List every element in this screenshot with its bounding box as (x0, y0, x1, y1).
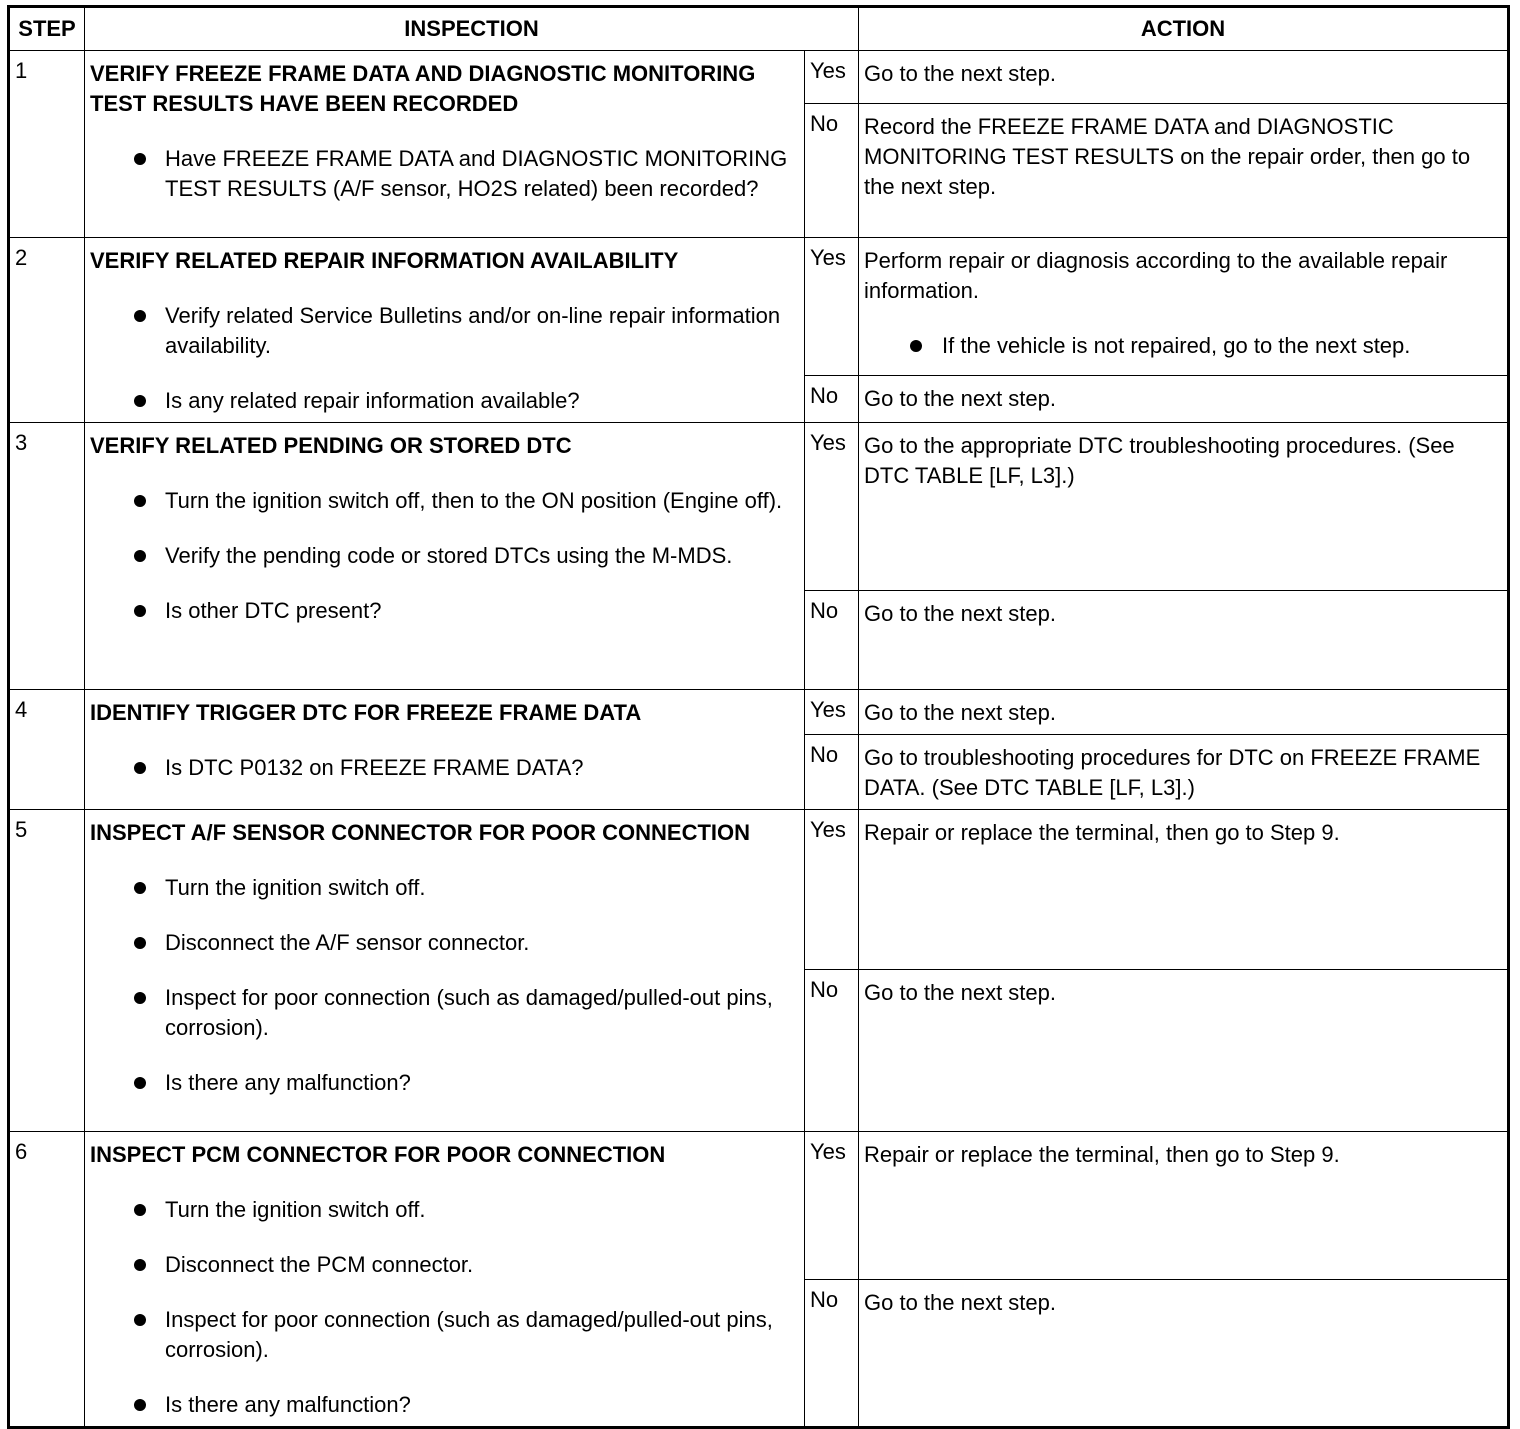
step-3-yes-row (9, 423, 1509, 591)
step-number: 3 (9, 423, 85, 690)
inspection-cell (85, 810, 805, 1132)
inspection-bullets (90, 753, 798, 783)
yes-action-text: Go to the next step. (864, 61, 1057, 86)
header-step: STEP (9, 7, 85, 51)
yes-action-text: Perform repair or diagnosis according to the available repair information. (864, 248, 1448, 303)
yes-label: Yes (805, 51, 859, 104)
inspection-cell (85, 1132, 805, 1428)
inspection-cell (85, 690, 805, 810)
yes-label: Yes (805, 1132, 859, 1280)
no-label: No (805, 970, 859, 1132)
no-action (859, 1280, 1509, 1428)
header-row (9, 7, 1509, 51)
bullet-item: Is there any malfunction? (90, 1068, 798, 1098)
step-title: VERIFY FREEZE FRAME DATA AND DIAGNOSTIC MONITORING TEST RESULTS HAVE BEEN RECORDED (90, 61, 756, 116)
no-action-text: Go to troubleshooting procedures for DTC on FREEZE FRAME DATA. (See DTC TABLE [LF, L3].) (864, 745, 1481, 800)
bullet-item: Is any related repair information available? (90, 386, 798, 416)
yes-label: Yes (805, 690, 859, 735)
no-action (859, 591, 1509, 690)
no-action-text: Record the FREEZE FRAME DATA and DIAGNOSTIC MONITORING TEST RESULTS on the repair order, then go to the next step. (864, 114, 1471, 199)
yes-action-bullets (864, 331, 1501, 361)
bullet-item: Turn the ignition switch off. (90, 1195, 798, 1225)
yes-action (859, 1132, 1509, 1280)
yes-action-text: Repair or replace the terminal, then go to Step 9. (864, 820, 1340, 845)
yes-action (859, 423, 1509, 591)
bullet-item: Turn the ignition switch off, then to the ON position (Engine off). (90, 486, 798, 516)
no-action-text: Go to the next step. (864, 386, 1057, 412)
yes-label: Yes (805, 810, 859, 970)
no-label: No (805, 591, 859, 690)
no-label: No (805, 104, 859, 238)
bullet-item: Disconnect the A/F sensor connector. (90, 928, 798, 958)
inspection-bullets (90, 873, 798, 1098)
yes-action-text: Repair or replace the terminal, then go to Step 9. (864, 1142, 1340, 1167)
inspection-bullets (90, 486, 798, 626)
bullet-item: Turn the ignition switch off. (90, 873, 798, 903)
no-label: No (805, 1280, 859, 1428)
yes-action (859, 810, 1509, 970)
bullet-item: Inspect for poor connection (such as damaged/pulled-out pins, corrosion). (90, 1305, 798, 1365)
yes-action (859, 690, 1509, 735)
header-inspection: INSPECTION (85, 7, 859, 51)
no-action (859, 735, 1509, 810)
bullet-item: Inspect for poor connection (such as damaged/pulled-out pins, corrosion). (90, 983, 798, 1043)
inspection-cell (85, 423, 805, 690)
step-title: INSPECT PCM CONNECTOR FOR POOR CONNECTION (90, 1142, 666, 1167)
inspection-bullets (90, 144, 798, 204)
step-4-yes-row (9, 690, 1509, 735)
diagnostic-table (7, 5, 1510, 1429)
no-action-text: Go to the next step. (864, 1290, 1057, 1315)
step-number: 2 (9, 238, 85, 423)
yes-action (859, 51, 1509, 104)
no-label: No (805, 376, 859, 423)
inspection-cell (85, 51, 805, 238)
step-title: IDENTIFY TRIGGER DTC FOR FREEZE FRAME DATA (90, 700, 642, 725)
no-action (859, 104, 1509, 238)
yes-action-text: Go to the appropriate DTC troubleshooting procedures. (See DTC TABLE [LF, L3].) (864, 433, 1455, 488)
inspection-bullets (90, 301, 798, 416)
inspection-bullets (90, 1195, 798, 1420)
step-title: VERIFY RELATED REPAIR INFORMATION AVAILABILITY (90, 248, 679, 273)
diagnostic-procedure-page (7, 5, 1507, 1429)
bullet-item: If the vehicle is not repaired, go to the next step. (864, 331, 1501, 361)
step-5-yes-row (9, 810, 1509, 970)
bullet-item: Verify the pending code or stored DTCs using the M-MDS. (90, 541, 798, 571)
yes-label: Yes (805, 423, 859, 591)
bullet-item: Is other DTC present? (90, 596, 798, 626)
step-2-yes-row (9, 238, 1509, 376)
bullet-item: Disconnect the PCM connector. (90, 1250, 798, 1280)
bullet-item: Have FREEZE FRAME DATA and DIAGNOSTIC MONITORING TEST RESULTS (A/F sensor, HO2S related) been recorded? (90, 144, 798, 204)
header-action: ACTION (859, 7, 1509, 51)
no-action-text: Go to the next step. (864, 601, 1057, 626)
yes-label: Yes (805, 238, 859, 376)
bullet-item: Is DTC P0132 on FREEZE FRAME DATA? (90, 753, 798, 783)
no-action (859, 376, 1509, 423)
no-action (859, 970, 1509, 1132)
no-label: No (805, 735, 859, 810)
step-number: 6 (9, 1132, 85, 1428)
no-action-text: Go to the next step. (864, 980, 1057, 1005)
step-6-yes-row (9, 1132, 1509, 1280)
step-number: 1 (9, 51, 85, 238)
step-title: INSPECT A/F SENSOR CONNECTOR FOR POOR CONNECTION (90, 820, 751, 845)
step-1-yes-row (9, 51, 1509, 104)
yes-action-text: Go to the next step. (864, 700, 1057, 725)
step-number: 5 (9, 810, 85, 1132)
inspection-cell (85, 238, 805, 423)
step-number: 4 (9, 690, 85, 810)
yes-action (859, 238, 1509, 376)
step-title: VERIFY RELATED PENDING OR STORED DTC (90, 433, 572, 458)
bullet-item: Verify related Service Bulletins and/or on-line repair information availability. (90, 301, 798, 361)
bullet-item: Is there any malfunction? (90, 1390, 798, 1420)
